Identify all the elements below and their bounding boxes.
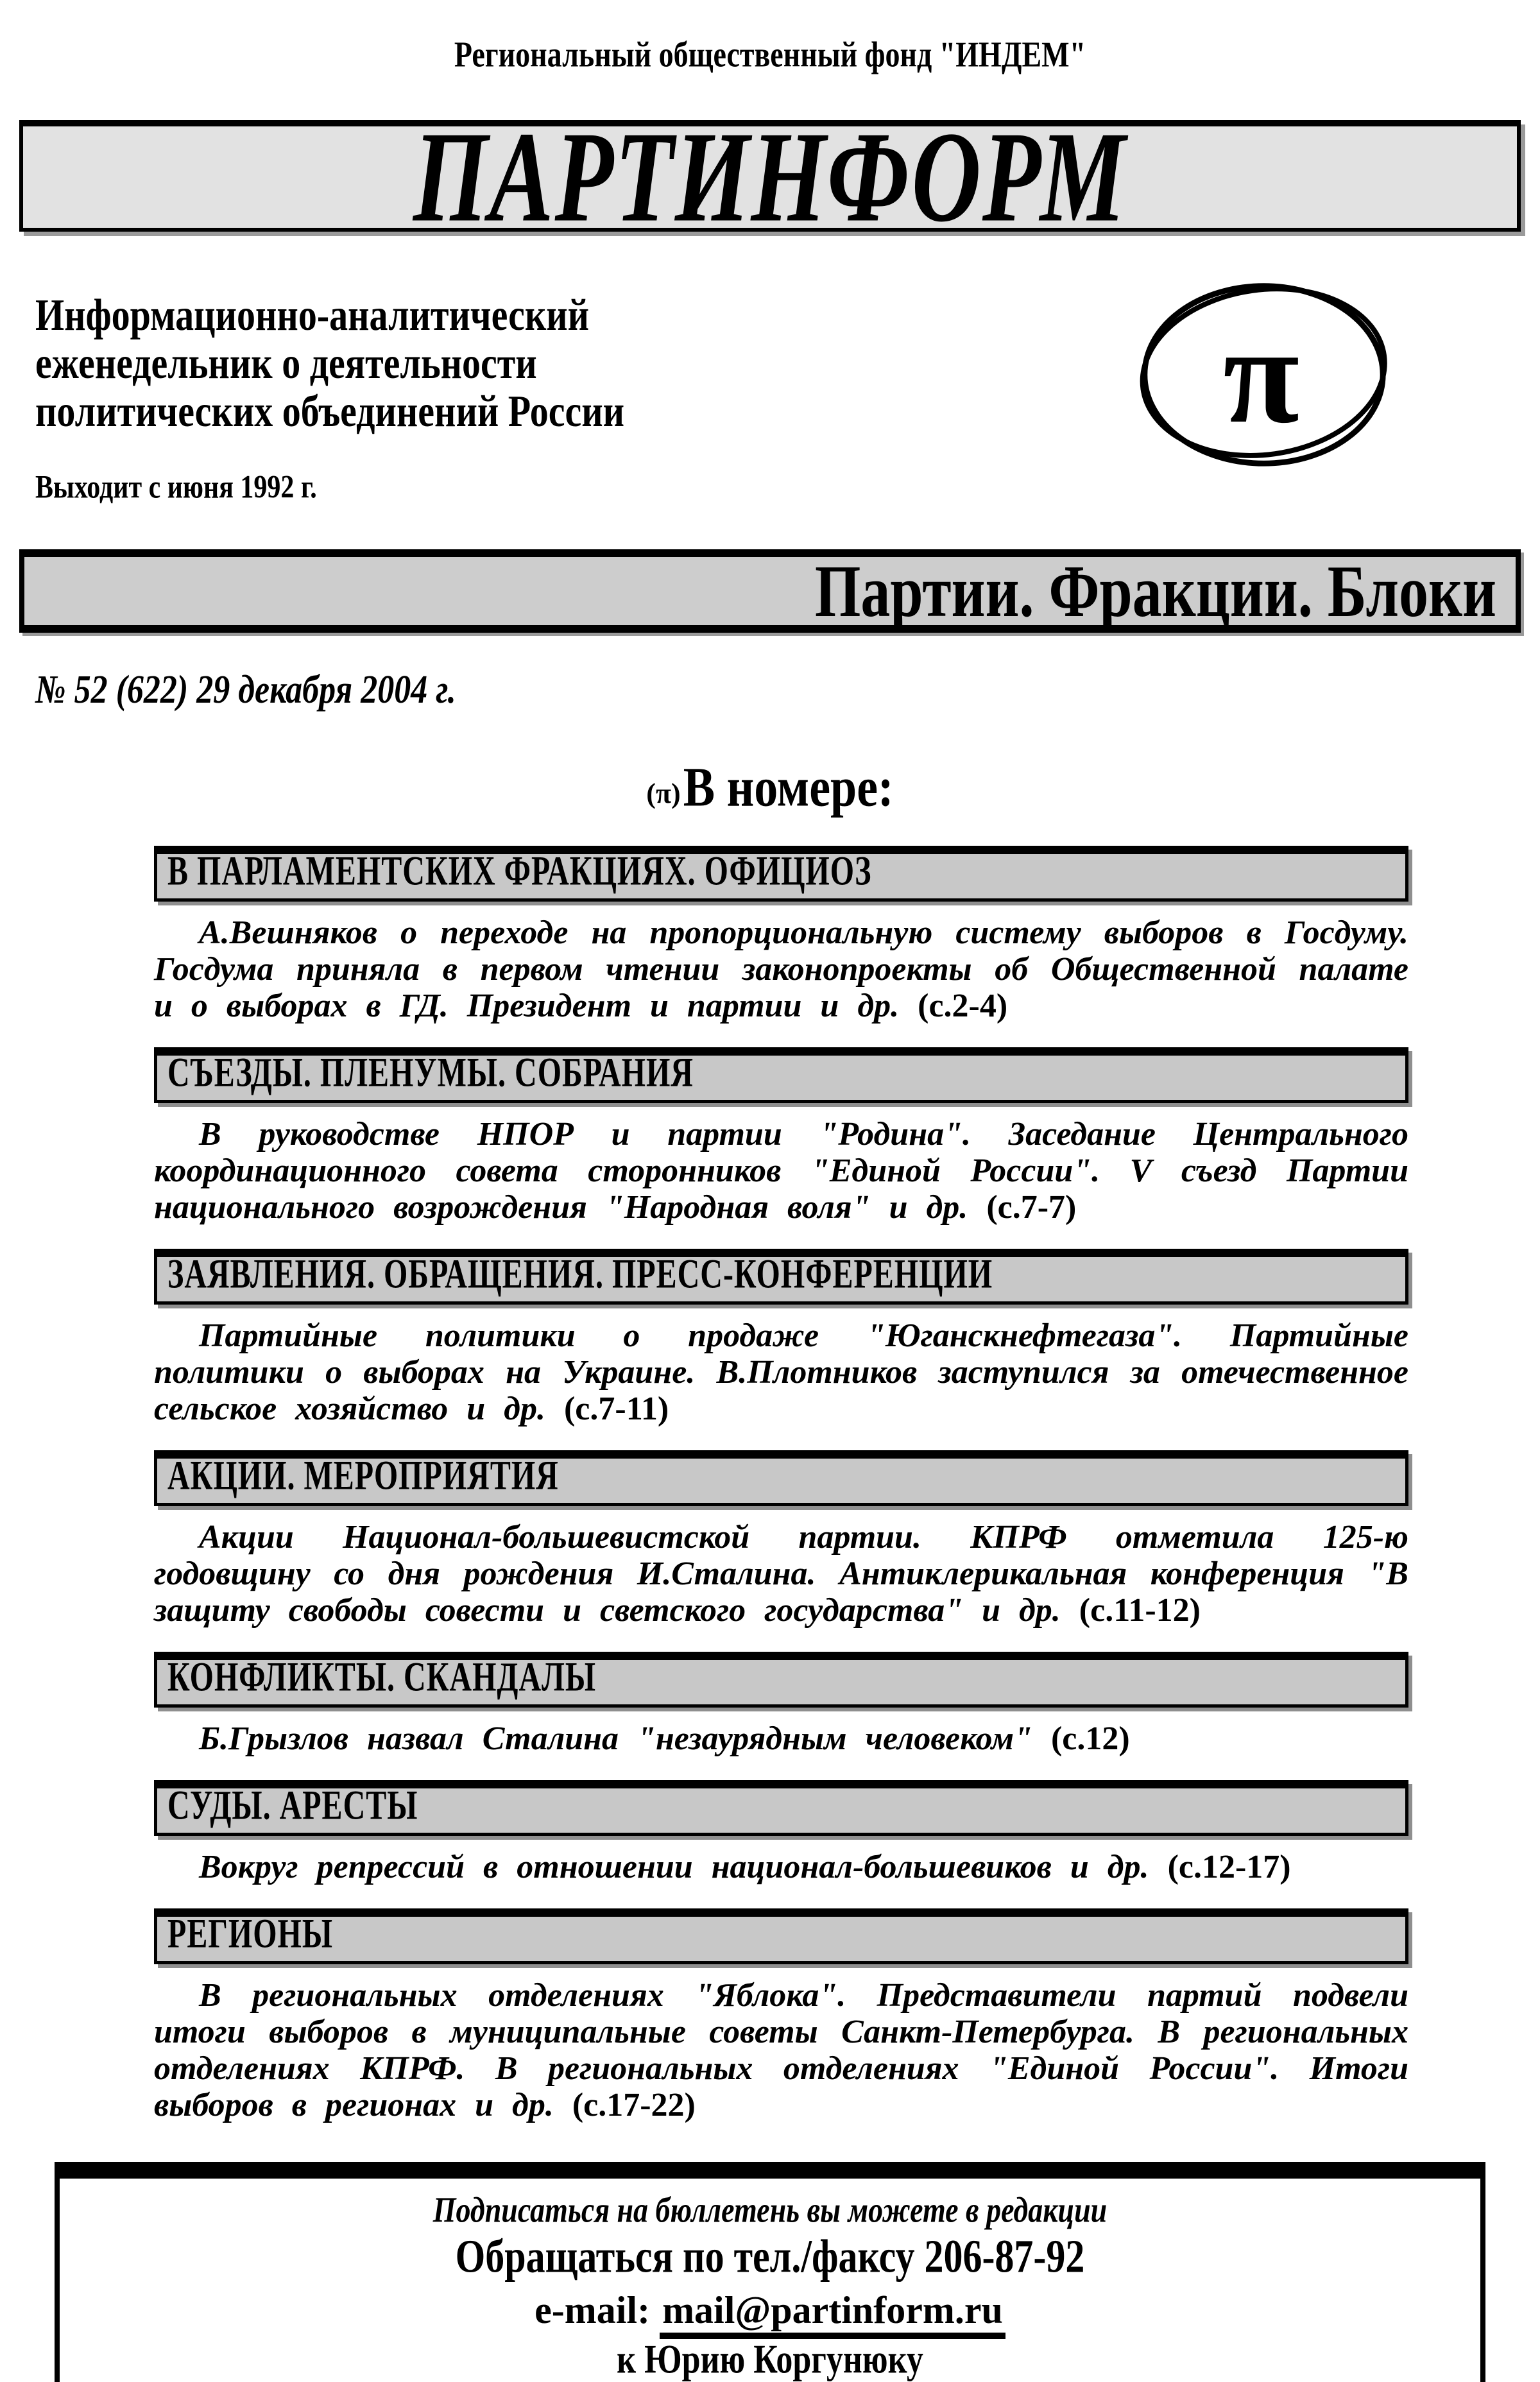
issue-number-line: № 52 (622) 29 декабря 2004 г. [35, 668, 456, 712]
subscription-note: Подписаться на бюллетень вы можете в редакции [432, 2189, 1108, 2230]
section-summary-text: В руководстве НПОР и партии "Родина". Заседание Центрального координационного совета сторонников "Единой России". V съезд Партии национального возрождения "Народная воля" и др. [154, 1116, 1408, 1226]
section-header-label: РЕГИОНЫ [167, 1910, 334, 1957]
newsletter-title: ПАРТИНФОРМ [413, 105, 1127, 250]
section-summary-text: А.Вешняков о переходе на пропорциональную систему выборов в Госдуму. Госдума приняла в первом чтении законопроекты об Общественной палате и о выборах в ГД. Президент и партии и др. [154, 914, 1408, 1024]
section-summary-text: В региональных отделениях "Яблока". Представители партий подвели итоги выборов в муниципальные советы Санкт-Петербурга. В региональных отделениях КПРФ. В региональных отделениях "Единой России". Итоги выборов в регионах и др. [154, 1977, 1408, 2123]
section-header-box [154, 1249, 1408, 1305]
section-header-label: АКЦИИ. МЕРОПРИЯТИЯ [167, 1452, 559, 1499]
section-header-box [154, 846, 1408, 902]
subtitle-line: Информационно-аналитический [35, 289, 590, 340]
contact-person-line: к Юрию Коргунюку [617, 2337, 923, 2382]
section-summary [154, 1849, 1408, 1885]
section-header-box [154, 1450, 1408, 1506]
section-page-ref: (с.7-11) [563, 1391, 669, 1427]
toc-pi-prefix: (π) [646, 778, 681, 809]
contact-email-line [73, 2283, 1467, 2338]
published-since-line: Выходит с июня 1992 г. [35, 470, 317, 506]
section-summary-text: Партийные политики о продаже "Юганскнефтегаза". Партийные политики о выборах на Украине. В.Плотников заступился за отечественное сельское хозяйство и др. [154, 1317, 1408, 1427]
toc-section [154, 1047, 1408, 1226]
section-header-box [154, 1908, 1408, 1964]
section-page-ref: (с.2-4) [918, 988, 1008, 1024]
section-header-box [154, 1652, 1408, 1708]
section-summary-text: Акции Национал-большевистской партии. КПРФ отметила 125-ю годовщину со дня рождения И.Сталина. Антиклерикальная конференция "В защиту свободы совести и светского государства" и др. [154, 1519, 1408, 1629]
section-summary [154, 1977, 1408, 2123]
subscription-box [55, 2162, 1485, 2382]
subtitle-block [35, 291, 869, 435]
section-summary [154, 914, 1408, 1024]
toc-section [154, 1780, 1408, 1885]
subtitle-line: еженедельник о деятельности [35, 338, 537, 388]
section-summary [154, 1317, 1408, 1427]
toc-title: В номере: [683, 756, 894, 819]
email-link[interactable]: mail@partinform.ru [660, 2289, 1005, 2339]
section-page-ref: (с.17-22) [572, 2087, 696, 2123]
contact-phone-line: Обращаться по тел./факсу 206-87-92 [455, 2230, 1085, 2283]
toc-sections [154, 846, 1408, 2123]
section-page-ref: (с.7-7) [986, 1189, 1077, 1226]
email-label: e-mail: [535, 2289, 651, 2331]
section-page-ref: (с.12-17) [1167, 1849, 1291, 1885]
section-header-label: КОНФЛИКТЫ. СКАНДАЛЫ [167, 1654, 597, 1701]
band-title: Партии. Фракции. Блоки [814, 550, 1496, 632]
section-summary-text: Б.Грызлов назвал Сталина "незаурядным человеком" [199, 1720, 1032, 1757]
section-page-ref: (с.12) [1050, 1720, 1130, 1757]
section-page-ref: (с.11-12) [1079, 1592, 1201, 1629]
fund-name-line [0, 35, 1540, 74]
section-summary [154, 1519, 1408, 1629]
subtitle-line: политических объединений России [35, 386, 625, 436]
section-summary-text: Вокруг репрессий в отношении национал-большевиков и др. [199, 1849, 1149, 1885]
section-header-label: СУДЫ. АРЕСТЫ [167, 1782, 418, 1829]
band-title-box [19, 549, 1521, 633]
section-header-label: СЪЕЗДЫ. ПЛЕНУМЫ. СОБРАНИЯ [167, 1049, 694, 1096]
toc-section [154, 1249, 1408, 1427]
fund-name-text: Региональный общественный фонд "ИНДЕМ" [454, 34, 1086, 74]
pi-logo-icon [1137, 277, 1390, 470]
section-summary [154, 1116, 1408, 1226]
toc-section [154, 846, 1408, 1024]
section-header-label: ЗАЯВЛЕНИЯ. ОБРАЩЕНИЯ. ПРЕСС-КОНФЕРЕНЦИИ [167, 1251, 993, 1298]
section-header-box [154, 1780, 1408, 1836]
section-header-box [154, 1047, 1408, 1103]
masthead-title-box [19, 105, 1521, 250]
toc-section [154, 1908, 1408, 2123]
section-summary [154, 1720, 1408, 1757]
pi-symbol: π [1223, 297, 1300, 452]
toc-section [154, 1652, 1408, 1757]
section-header-label: В ПАРЛАМЕНТСКИХ ФРАКЦИЯХ. ОФИЦИОЗ [167, 848, 872, 895]
toc-section [154, 1450, 1408, 1629]
toc-heading [0, 756, 1540, 828]
